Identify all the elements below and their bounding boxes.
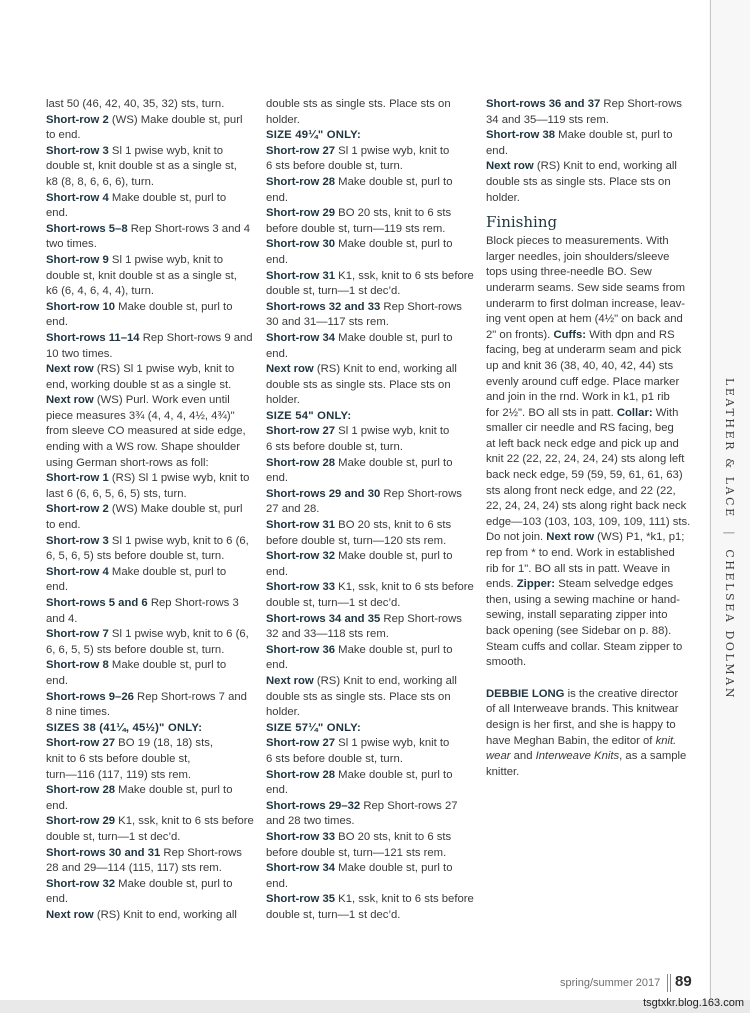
instruction-row	[46, 144, 256, 191]
row-label: Short-row 28	[266, 175, 336, 188]
row-text: (RS) Sl 1 pwise wyb, knit to end, working double st as a single st.	[46, 363, 235, 391]
row-text: Make double st, purl to end.	[46, 565, 227, 594]
row-text: Sl 1 pwise wyb, knit to double st, knit double st as a single st, k6 (6, 4, 6, 4, 4), turn.	[46, 253, 237, 298]
instruction-row	[266, 736, 476, 767]
instruction-row	[486, 128, 692, 159]
row-text: (RS) Sl 1 pwise wyb, knit to last 6 (6, 6, 5, 6, 5) sts, turn.	[46, 472, 250, 500]
instruction-row	[486, 159, 692, 206]
row-text: Make double st, purl to end.	[266, 238, 453, 266]
instruction-row	[46, 393, 256, 471]
size-heading: SIZES 38 (41¼, 45½)" ONLY:	[46, 721, 203, 734]
instruction-row	[266, 799, 476, 830]
row-label: Short-row 29	[266, 207, 336, 220]
row-label: Next row	[266, 674, 314, 687]
row-text: Make double st, purl to end.	[486, 129, 673, 157]
row-text: Sl 1 pwise wyb, knit to 6 (6, 6, 5, 6, 5) sts before double st, turn.	[46, 534, 249, 563]
row-label: Short-row 4	[46, 565, 109, 578]
row-text: K1, ssk, knit to 6 sts before double st, turn—1 st dec’d.	[46, 815, 254, 843]
row-label: Short-row 28	[266, 768, 336, 781]
pattern-title: LEATHER & LACE	[723, 378, 736, 519]
row-label: Short-row 38	[486, 129, 556, 142]
bottom-band	[0, 1000, 750, 1013]
row-text: Make double st, purl to end.	[266, 175, 453, 204]
side-separator: |	[723, 530, 736, 538]
row-label: Short-row 7	[46, 628, 109, 641]
instruction-row	[266, 300, 476, 331]
instruction-row	[266, 892, 476, 923]
row-label: Short-row 27	[266, 144, 336, 157]
row-label: Next row	[266, 363, 314, 376]
row-label: Short-row 34	[266, 862, 336, 875]
row-label: Short-rows 29 and 30	[266, 487, 381, 500]
instruction-row	[266, 487, 476, 518]
column-2	[266, 97, 476, 923]
instruction-row	[266, 424, 476, 455]
row-label: Short-row 28	[46, 784, 116, 797]
issue-label: spring/summer 2017	[560, 977, 661, 989]
finishing-heading: Finishing	[486, 213, 558, 232]
row-label: Short-row 30	[266, 238, 336, 251]
instruction-row	[46, 97, 256, 113]
row-text: (WS) Make double st, purl to end.	[46, 503, 243, 532]
row-text: BO 19 (18, 18) sts, knit to 6 sts before double st, turn—116 (117, 119) sts rem.	[46, 737, 213, 781]
instruction-row	[46, 191, 256, 222]
row-text: Rep Short-rows 32 and 33—118 sts rem.	[266, 612, 462, 641]
row-label: Short-row 10	[46, 300, 116, 313]
instruction-row	[486, 97, 692, 128]
row-text: Sl 1 pwise wyb, knit to double st, knit double st as a single st, k8 (8, 8, 6, 6, 6), turn.	[46, 144, 237, 188]
row-label: Next row	[486, 160, 534, 173]
row-label: Next row	[46, 363, 94, 376]
row-label: Short-row 34	[266, 331, 336, 344]
side-divider	[710, 0, 711, 1000]
row-text: Make double st, purl to end.	[266, 643, 453, 672]
row-label: Next row	[46, 908, 94, 921]
row-label: Short-row 29	[46, 815, 116, 828]
row-text: Sl 1 pwise wyb, knit to 6 sts before double st, turn.	[266, 425, 450, 454]
row-text: BO 20 sts, knit to 6 sts before double st, turn—119 sts rem.	[266, 207, 452, 235]
row-label: Short-rows 34 and 35	[266, 612, 381, 625]
row-label: Short-rows 29–32	[266, 799, 361, 812]
folio-divider	[667, 974, 671, 992]
row-label: Next row	[46, 394, 94, 407]
watermark: tsgtxkr.blog.163.com	[643, 997, 744, 1009]
row-label: Short-row 27	[266, 425, 336, 438]
instruction-row	[266, 674, 476, 721]
row-text: Rep Short-rows 28 and 29—114 (115, 117) sts rem.	[46, 846, 242, 875]
row-text: Sl 1 pwise wyb, knit to 6 sts before double st, turn.	[266, 737, 450, 765]
row-label: Short-rows 9–26	[46, 690, 134, 703]
row-label: Short-row 4	[46, 191, 109, 204]
instruction-row	[46, 596, 256, 627]
instruction-row	[46, 736, 256, 783]
row-text: (RS) Knit to end, working all double sts as single sts. Place sts on holder.	[266, 674, 457, 719]
designer-name: CHELSEA DOLMAN	[723, 549, 736, 701]
row-text: Sl 1 pwise wyb, knit to 6 sts before double st, turn.	[266, 144, 450, 173]
instruction-row	[46, 814, 256, 845]
row-text: K1, ssk, knit to 6 sts before double st, turn—1 st dec’d.	[266, 269, 474, 298]
instruction-row	[266, 580, 476, 611]
row-text: Make double st, purl to end.	[266, 550, 453, 578]
column-3-rows	[486, 97, 692, 206]
row-label: Short-row 28	[266, 456, 336, 469]
instruction-row	[46, 471, 256, 502]
row-text: Make double st, purl to end.	[46, 300, 233, 329]
instruction-row	[46, 113, 256, 144]
size-heading: SIZE 54" ONLY:	[266, 409, 352, 422]
row-text: Rep Short-rows 9 and 10 two times.	[46, 331, 253, 360]
row-label: Short-rows 5 and 6	[46, 597, 148, 609]
instruction-row	[266, 269, 476, 300]
row-text: Rep Short-rows 3 and 4.	[46, 597, 239, 625]
row-label: Short-row 1	[46, 472, 109, 485]
row-text: Make double st, purl to end.	[266, 456, 453, 485]
row-text: Rep Short-rows 27 and 28 two times.	[266, 799, 458, 828]
column-1	[46, 97, 256, 923]
row-label: Short-rows 5–8	[46, 222, 128, 235]
column-3	[486, 97, 692, 780]
row-text: last 50 (46, 42, 40, 35, 32) sts, turn.	[46, 98, 225, 110]
row-text: Make double st, purl to end.	[46, 877, 233, 906]
row-label: Short-row 33	[266, 830, 336, 843]
row-text: double sts as single sts. Place sts on holder.	[266, 98, 451, 126]
row-text: (WS) Make double st, purl to end.	[46, 113, 243, 142]
instruction-row	[46, 502, 256, 533]
instruction-row	[266, 456, 476, 487]
instruction-row	[46, 253, 256, 300]
row-text: K1, ssk, knit to 6 sts before double st, turn—1 st dec’d.	[266, 893, 474, 921]
instruction-row	[266, 331, 476, 362]
row-label: Short-row 32	[46, 877, 116, 890]
row-text: Rep Short-rows 27 and 28.	[266, 487, 462, 516]
row-text: Rep Short-rows 34 and 35—119 sts rem.	[486, 98, 682, 126]
instruction-row	[266, 237, 476, 268]
instruction-row	[266, 144, 476, 175]
row-label: Short-row 9	[46, 253, 109, 266]
row-text: Make double st, purl to end.	[266, 862, 453, 890]
instruction-row	[266, 830, 476, 861]
row-text: Rep Short-rows 7 and 8 nine times.	[46, 690, 247, 719]
row-label: Short-row 27	[266, 737, 336, 750]
instruction-row	[46, 658, 256, 689]
row-label: Short-row 35	[266, 893, 336, 906]
row-text: Make double st, purl to end.	[266, 768, 453, 797]
row-label: Short-row 36	[266, 643, 336, 656]
instruction-row	[46, 222, 256, 253]
row-text: Rep Short-rows 30 and 31—117 sts rem.	[266, 300, 462, 329]
row-text: Sl 1 pwise wyb, knit to 6 (6, 6, 6, 5, 5) sts before double st, turn.	[46, 628, 249, 656]
instruction-row	[266, 362, 476, 409]
instruction-row	[266, 97, 476, 128]
finishing-text: Block pieces to measurements. With larger needles, join shoulders/sleeve tops using three-needle BO. Sew underarm seams. Sew side seams from underarm to first dolman increase, leav- ing vent open at hem (4½" on back and 2" on fronts). Cuffs: With dpn and RS facing, beg at underarm seam and pick up and knit 36 (38, 40, 40, 42, 44) sts evenly around cuff edge. Place marker and join in the rnd. Work in k1, p1 rib for 2½". BO all sts in patt. Collar: With smaller cir needle and RS facing, beg at left back neck edge and pick up and knit 22 (22, 22, 24, 24, 24) sts along left back neck edge, 59 (59, 59, 61, 61, 63) sts along front neck edge, and 22 (22, 22, 24, 24, 24) sts along right back neck edge—103 (103, 103, 109, 109, 111) sts. Do not join. Next row (WS) P1, *k1, p1; rep from * to end. Work in established rib for 1". BO all sts in patt. Weave in ends. Zipper: Steam selvedge edges then, using a sewing machine or hand- sewing, install separating zipper into back opening (see Sidebar on p. 88). Steam cuffs and collar. Steam zipper to smooth.	[486, 235, 691, 669]
row-label: Short-row 3	[46, 534, 109, 547]
instruction-row	[46, 331, 256, 362]
page-number: 89	[675, 973, 692, 990]
size-heading: SIZE 57¼" ONLY:	[266, 721, 361, 734]
row-text: (RS) Knit to end, working all	[93, 908, 237, 921]
row-label: Short-row 31	[266, 519, 336, 532]
row-label: Short-rows 30 and 31	[46, 846, 161, 859]
instruction-row	[266, 175, 476, 206]
instruction-row	[46, 783, 256, 814]
row-label: Short-row 32	[266, 550, 336, 563]
row-text: (RS) Knit to end, working all double sts as single sts. Place sts on holder.	[266, 363, 457, 407]
row-text: BO 20 sts, knit to 6 sts before double st, turn—121 sts rem.	[266, 830, 452, 859]
row-text: K1, ssk, knit to 6 sts before double st, turn—1 st dec’d.	[266, 581, 474, 609]
instruction-row	[46, 908, 256, 924]
row-label: Short-row 2	[46, 503, 109, 516]
row-text: Make double st, purl to end.	[46, 191, 227, 220]
row-label: Short-rows 32 and 33	[266, 300, 381, 313]
row-label: Short-row 31	[266, 269, 336, 282]
instruction-row	[266, 768, 476, 799]
instruction-row	[46, 627, 256, 658]
row-text: (WS) Purl. Work even until piece measures 3¾ (4, 4, 4, 4½, 4¾)" from sleeve CO measured at side edge, ending with a WS row. Shape shoulder using German short-rows as foll:	[46, 394, 246, 469]
instruction-row	[266, 612, 476, 643]
instruction-row	[46, 534, 256, 565]
row-label: Short-row 27	[46, 737, 116, 750]
row-label: Short-rows 11–14	[46, 331, 140, 344]
designer-bio: DEBBIE LONG is the creative director of all Interweave brands. This knitwear design is her first, and she is happy to have Meghan Babin, the editor of knit. wear and Interweave Knits, as a sample knitter.	[486, 687, 687, 778]
running-side-title	[723, 378, 736, 700]
instruction-row	[266, 549, 476, 580]
instruction-row	[266, 206, 476, 237]
instruction-row	[46, 846, 256, 877]
instruction-row	[46, 690, 256, 721]
row-text: Make double st, purl to end.	[46, 784, 233, 812]
instruction-row	[266, 861, 476, 892]
instruction-row	[266, 643, 476, 674]
instruction-row	[266, 518, 476, 549]
instruction-row	[46, 877, 256, 908]
row-label: Short-rows 36 and 37	[486, 98, 601, 110]
instruction-row	[46, 300, 256, 331]
row-label: Short-row 3	[46, 144, 109, 157]
row-text: Make double st, purl to end.	[46, 659, 227, 687]
row-text: Make double st, purl to end.	[266, 331, 453, 360]
size-heading: SIZE 49¼" ONLY:	[266, 129, 361, 142]
row-text: Rep Short-rows 3 and 4 two times.	[46, 222, 251, 251]
instruction-row	[46, 565, 256, 596]
row-text: (RS) Knit to end, working all double sts as single sts. Place sts on holder.	[486, 160, 677, 204]
row-label: Short-row 8	[46, 659, 109, 672]
row-text: BO 20 sts, knit to 6 sts before double st, turn—120 sts rem.	[266, 519, 452, 547]
row-label: Short-row 2	[46, 113, 109, 126]
row-label: Short-row 33	[266, 581, 336, 594]
instruction-row	[46, 362, 256, 393]
